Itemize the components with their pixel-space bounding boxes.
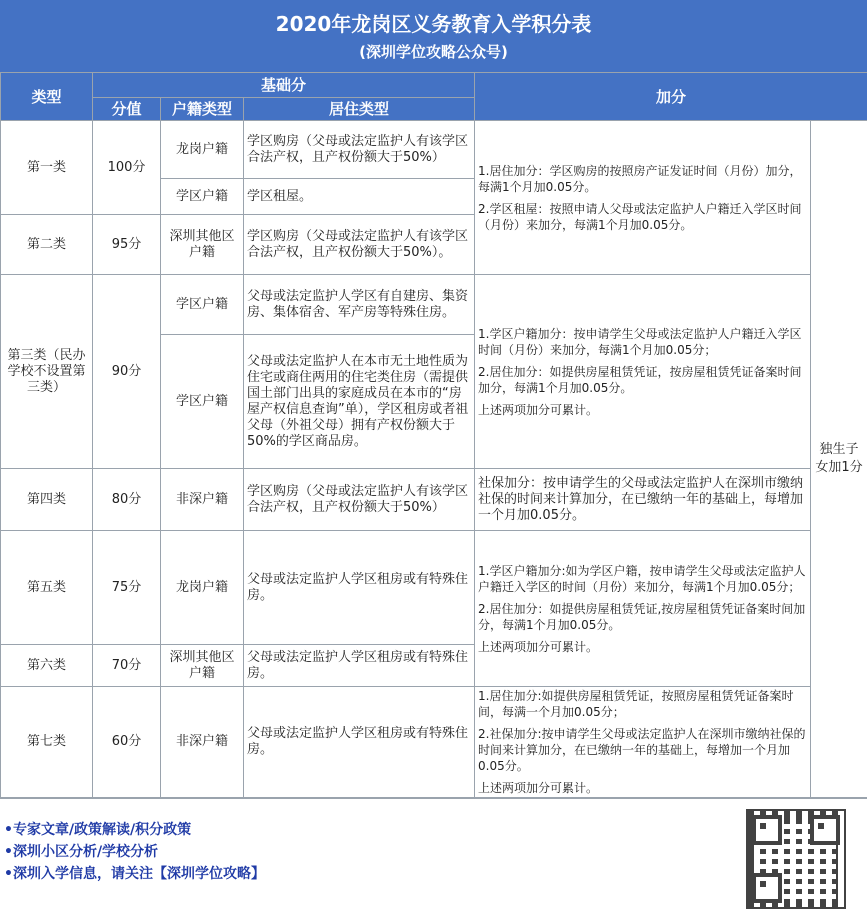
footer-line: •深圳入学信息，请关注【深圳学位攻略】 xyxy=(4,866,265,882)
bonus-line: 2.居住加分：如提供房屋租赁凭证,按房屋租赁凭证备案时间加分，每满1个月加0.05分。 xyxy=(478,601,806,632)
hukou-cell: 学区户籍 xyxy=(161,275,244,335)
bonus-cell: 社保加分：按申请学生的父母或法定监护人在深圳市缴纳社保的时间来计算加分，在已缴纳一年的基础上，每增加一个月加0.05分。 xyxy=(475,469,811,531)
residence-cell: 父母或法定监护人学区有自建房、集资房、集体宿舍、军产房等特殊住房。 xyxy=(244,275,475,335)
type-cell: 第六类 xyxy=(1,645,93,687)
residence-cell: 父母或法定监护人在本市无土地性质为住宅或商住两用的住宅类住房（需提供国土部门出具的家庭成员在本市的“房屋产权信息查询”单），学区租房或者祖父母（外祖父母）拥有产权份额大于50%的学区商品房。 xyxy=(244,335,475,469)
bonus-cell xyxy=(475,121,811,275)
footer xyxy=(0,798,867,922)
bonus-line: 2.学区租屋：按照申请人父母或法定监护人户籍迁入学区时间（月份）来加分，每满1个月加0.05分。 xyxy=(478,201,802,232)
bonus-line: 1.居住加分：学区购房的按照房产证发证时间（月份）加分，每满1个月加0.05分。 xyxy=(478,163,802,194)
type-cell: 第二类 xyxy=(1,215,93,275)
score-cell: 70分 xyxy=(93,645,161,687)
score-table xyxy=(0,72,867,798)
hukou-cell: 非深户籍 xyxy=(161,687,244,798)
hukou-cell: 学区户籍 xyxy=(161,335,244,469)
residence-cell: 学区租屋。 xyxy=(244,179,475,215)
bonus-line: 1.学区户籍加分：按申请学生父母或法定监护人户籍迁入学区时间（月份）来加分，每满1个月加0.05分； xyxy=(478,326,802,357)
hukou-cell: 龙岗户籍 xyxy=(161,531,244,645)
title-banner xyxy=(0,0,867,72)
bonus-cell xyxy=(475,687,811,798)
residence-cell: 父母或法定监护人学区租房或有特殊住房。 xyxy=(244,687,475,798)
only-child-cell: 独生子女加1分 xyxy=(811,121,867,798)
footer-line: •深圳小区分析/学校分析 xyxy=(4,844,159,860)
page-title: 2020年龙岗区义务教育入学积分表 xyxy=(275,12,592,36)
header-residence: 居住类型 xyxy=(244,98,475,121)
qr-code-icon xyxy=(746,809,846,909)
bonus-line: 上述两项加分可累计。 xyxy=(478,639,599,654)
bonus-line: 2.居住加分：如提供房屋租赁凭证，按房屋租赁凭证备案时间加分，每满1个月加0.05分。 xyxy=(478,364,802,395)
type-cell: 第七类 xyxy=(1,687,93,798)
bonus-line: 1.学区户籍加分:如为学区户籍，按申请学生父母或法定监护人户籍迁入学区的时间（月份）来加分，每满1个月加0.05分； xyxy=(478,563,806,594)
residence-cell: 父母或法定监护人学区租房或有特殊住房。 xyxy=(244,531,475,645)
header-bonus: 加分 xyxy=(475,73,867,121)
residence-cell: 学区购房（父母或法定监护人有该学区合法产权，且产权份额大于50%）。 xyxy=(244,215,475,275)
header-type: 类型 xyxy=(1,73,93,121)
footer-links xyxy=(4,819,265,885)
hukou-cell: 深圳其他区户籍 xyxy=(161,645,244,687)
type-cell: 第三类（民办学校不设置第三类） xyxy=(1,275,93,469)
score-cell: 100分 xyxy=(93,121,161,215)
score-cell: 75分 xyxy=(93,531,161,645)
score-cell: 60分 xyxy=(93,687,161,798)
residence-cell: 学区购房（父母或法定监护人有该学区合法产权，且产权份额大于50%） xyxy=(244,469,475,531)
bonus-line: 上述两项加分可累计。 xyxy=(478,402,599,417)
bonus-line: 1.居住加分:如提供房屋租赁凭证，按照房屋租赁凭证备案时间，每满一个月加0.05分； xyxy=(478,689,794,719)
hukou-cell: 龙岗户籍 xyxy=(161,121,244,179)
header-basic: 基础分 xyxy=(93,73,475,98)
type-cell: 第五类 xyxy=(1,531,93,645)
hukou-cell: 深圳其他区户籍 xyxy=(161,215,244,275)
header-score: 分值 xyxy=(93,98,161,121)
type-cell: 第一类 xyxy=(1,121,93,215)
type-cell: 第四类 xyxy=(1,469,93,531)
bonus-line: 上述两项加分可累计。 xyxy=(478,781,599,795)
bonus-cell xyxy=(475,275,811,469)
footer-line: •专家文章/政策解读/积分政策 xyxy=(4,822,192,838)
score-cell: 80分 xyxy=(93,469,161,531)
residence-cell: 学区购房（父母或法定监护人有该学区合法产权，且产权份额大于50%） xyxy=(244,121,475,179)
residence-cell: 父母或法定监护人学区租房或有特殊住房。 xyxy=(244,645,475,687)
hukou-cell: 非深户籍 xyxy=(161,469,244,531)
page-subtitle: (深圳学位攻略公众号) xyxy=(359,43,508,61)
hukou-cell: 学区户籍 xyxy=(161,179,244,215)
bonus-cell xyxy=(475,531,811,687)
score-cell: 90分 xyxy=(93,275,161,469)
header-hukou: 户籍类型 xyxy=(161,98,244,121)
bonus-line: 2.社保加分:按申请学生父母或法定监护人在深圳市缴纳社保的时间来计算加分，在已缴纳一年的基础上，每增加一个月加0.05分。 xyxy=(478,727,806,773)
score-cell: 95分 xyxy=(93,215,161,275)
